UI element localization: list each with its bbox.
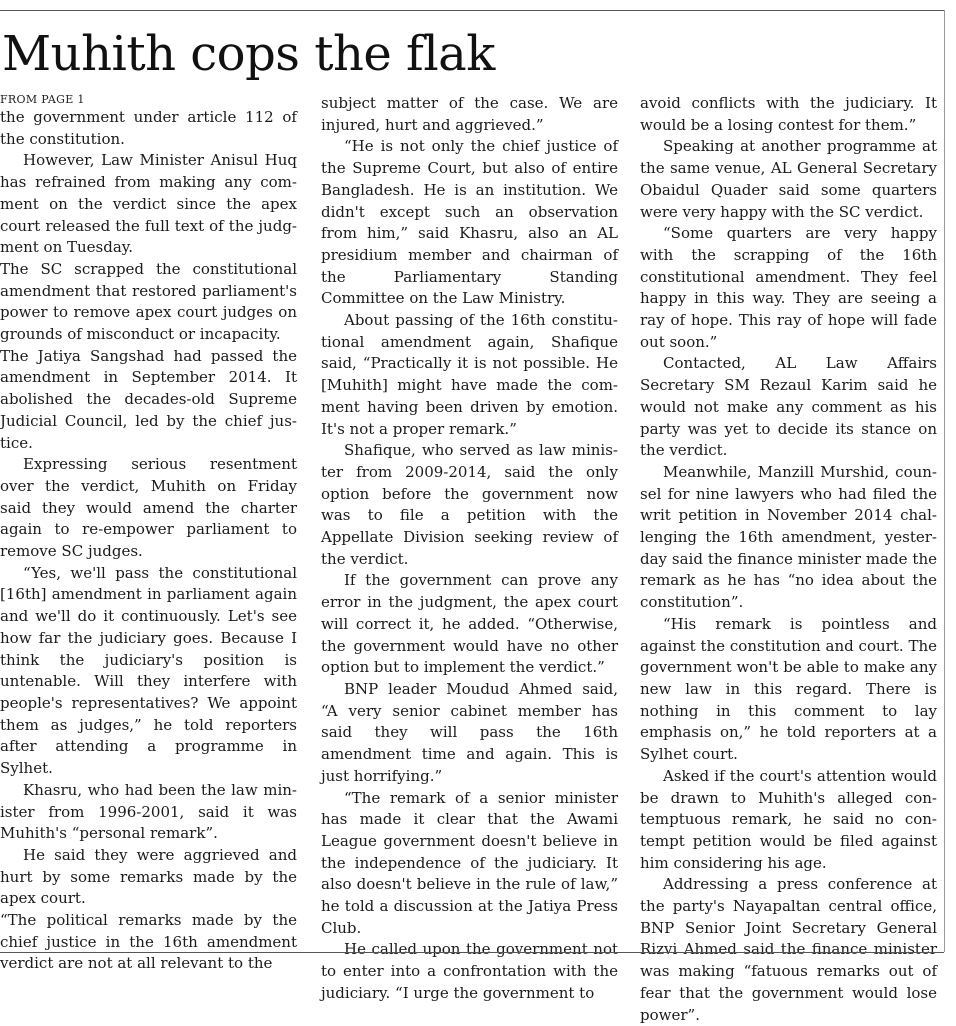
article-column-1 [0, 93, 297, 975]
paragraph: Khasru, who had been the law minister from 1996-2001, said it was Muhith's “personal remark”. [0, 780, 297, 843]
paragraph: “Yes, we'll pass the constitutional [16th] amendment in parliament again and we'll do it continuously. Let's see how far the judiciary goes. Because I think the judiciary's position is untenable. Will they interfere with people's representatives? We appoint them as judges,” he told reporters after attending a programme in Sylhet. [0, 563, 297, 778]
paragraph: About passing of the 16th constitutional amendment again, Shafique said, “Practically it is not possible. He [Muhith] might have made the comment having been driven by emotion. It's not a proper remark.” [321, 311, 618, 438]
paragraph: He said they were aggrieved and hurt by some remarks made by the apex court. [0, 845, 297, 908]
paragraph: Expressing serious resentment over the verdict, Muhith on Friday said they would amend the charter again to re-empower parliament to remove SC judges. [0, 455, 297, 561]
paragraph: Meanwhile, Manzill Murshid, counsel for nine lawyers who had filed the writ petition in November 2014 challenging the 16th amendment, yesterday said the finance minister made the remark as he has “no idea about the constitution”. [640, 462, 937, 612]
paragraph: However, Law Minister Anisul Huq has refrained from making any comment on the verdict since the apex court released the full text of the judgment on Tuesday. [0, 151, 297, 257]
paragraph: If the government can prove any error in the judgment, the apex court will correct it, he added. “Otherwise, the government would have no other option but to implement the verdict.” [321, 571, 618, 677]
paragraph: “Some quarters are very happy with the scrapping of the 16th constitutional amendment. They feel happy in this way. They are seeing a ray of hope. This ray of hope will fade out soon.” [640, 224, 937, 351]
paragraph: “He is not only the chief justice of the Supreme Court, but also of entire Bangladesh. He is an institution. We didn't except such an observation from him,” said Khasru, also an AL presidium member and chairman of the Parliamentary Standing Committee on the Law Ministry. [321, 137, 618, 308]
continuation-kicker: FROM PAGE 1 [0, 93, 85, 106]
article-column-3 [640, 93, 937, 1026]
paragraph: “His remark is pointless and against the constitution and court. The government won't be able to make any new law in this regard. There is nothing in this comment to lay emphasis on,” he told reporters at a Sylhet court. [640, 614, 937, 764]
right-rule [944, 10, 945, 952]
bottom-rule [0, 952, 944, 953]
paragraph: Contacted, AL Law Affairs Secretary SM Rezaul Karim said he would not make any comment as his party was yet to decide its stance on the verdict. [640, 354, 937, 460]
paragraph: the government under article 112 of the constitution. [0, 108, 297, 148]
paragraph: BNP leader Moudud Ahmed said, “A very senior cabinet member has said they will pass the 16th amendment time and again. This is just horrifying.” [321, 679, 618, 785]
top-rule [0, 10, 944, 11]
paragraph: “The political remarks made by the chief justice in the 16th amendment verdict are not at all relevant to the [0, 911, 297, 973]
paragraph: He called upon the government not to enter into a confrontation with the judiciary. “I urge the government to [321, 940, 618, 1002]
paragraph: Speaking at another programme at the same venue, AL General Secretary Obaidul Quader said some quarters were very happy with the SC verdict. [640, 137, 937, 221]
paragraph: subject matter of the case. We are injured, hurt and aggrieved.” [321, 94, 618, 134]
paragraph: Addressing a press conference at the party's Nayapaltan central office, BNP Senior Joint Secretary General Rizvi Ahmed said the finance minister was making “fatuous remarks out of fear that the government would lose power”. [640, 875, 937, 1024]
article-column-2 [321, 93, 618, 1005]
paragraph: avoid conflicts with the judiciary. It would be a losing contest for them.” [640, 94, 937, 134]
headline: Muhith cops the flak [2, 26, 495, 82]
paragraph: The Jatiya Sangshad had passed the amendment in September 2014. It abolished the decades-old Supreme Judicial Council, led by the chief justice. [0, 346, 297, 452]
paragraph: Shafique, who served as law minister from 2009-2014, said the only option before the government now was to file a petition with the Appellate Division seeking review of the verdict. [321, 441, 618, 568]
paragraph: The SC scrapped the constitutional amendment that restored parliament's power to remove apex court judges on grounds of misconduct or incapacity. [0, 259, 297, 344]
paragraph: “The remark of a senior minister has made it clear that the Awami League government doesn't believe in the independence of the judiciary. It also doesn't believe in the rule of law,” he told a discussion at the Jatiya Press Club. [321, 788, 618, 937]
paragraph: Asked if the court's attention would be drawn to Muhith's alleged contemptuous remark, he said no contempt petition would be filed against him considering his age. [640, 766, 937, 872]
